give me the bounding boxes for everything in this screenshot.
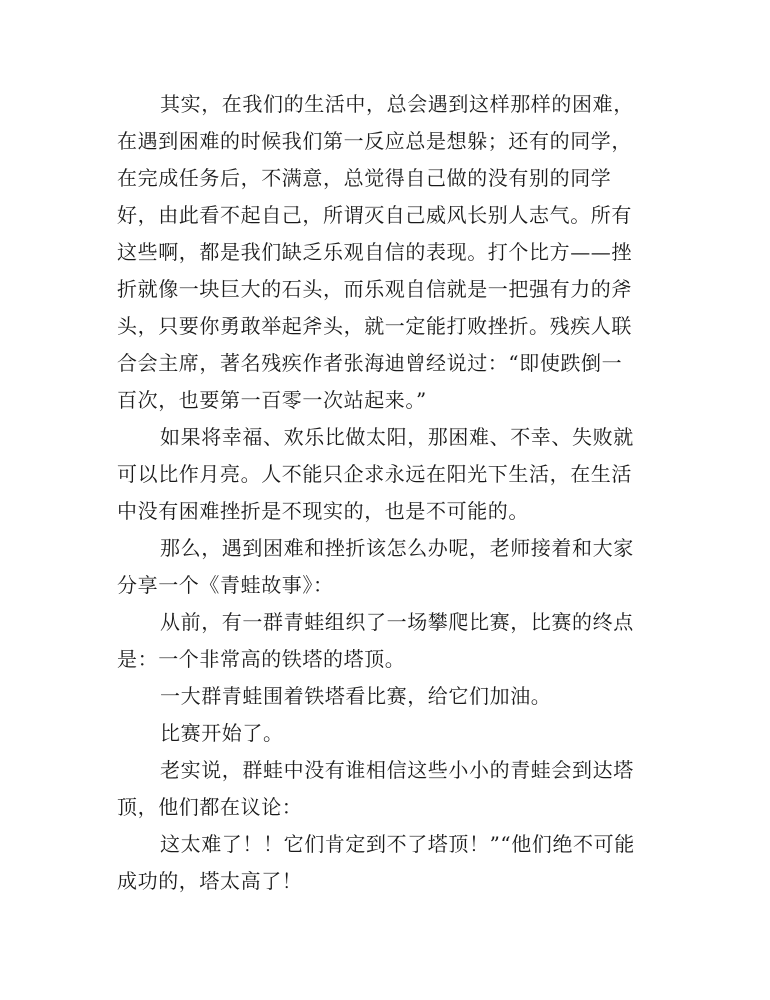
text-line: 可以比作月亮。人不能只企求永远在阳光下生活，在生活	[117, 462, 632, 486]
text-line: 百次，也要第一百零一次站起来。”	[117, 388, 427, 412]
text-line: 其实，在我们的生活中，总会遇到这样那样的困难，	[160, 92, 634, 116]
text-line: 成功的，塔太高了！	[117, 869, 303, 893]
text-line: 顶，他们都在议论：	[117, 795, 303, 819]
document-body	[117, 86, 657, 900]
text-line: 好，由此看不起自己，所谓灭自己威风长别人志气。所有	[117, 203, 632, 227]
text-line: 合会主席，著名残疾作者张海迪曾经说过：“即使跌倒一	[117, 351, 623, 375]
text-line: 那么，遇到困难和挫折该怎么办呢，老师接着和大家	[160, 536, 634, 560]
text-line: 比赛开始了。	[160, 721, 284, 745]
text-line: 老实说，群蛙中没有谁相信这些小小的青蛙会到达塔	[160, 758, 634, 782]
text-line: 在完成任务后，不满意，总觉得自己做的没有别的同学	[117, 166, 612, 190]
text-line: 是：一个非常高的铁塔的塔顶。	[117, 647, 406, 671]
text-line: 一大群青蛙围着铁塔看比赛，给它们加油。	[160, 684, 552, 708]
text-line: 从前，有一群青蛙组织了一场攀爬比赛，比赛的终点	[160, 610, 634, 634]
text-line: 在遇到困难的时候我们第一反应总是想躲；还有的同学，	[117, 129, 632, 153]
text-line: 这太难了！！它们肯定到不了塔顶！”“他们绝不可能	[160, 832, 635, 856]
text-line: 如果将幸福、欢乐比做太阳，那困难、不幸、失败就	[160, 425, 634, 449]
text-line: 中没有困难挫折是不现实的，也是不可能的。	[117, 499, 529, 523]
text-line: 折就像一块巨大的石头，而乐观自信就是一把强有力的斧	[117, 277, 632, 301]
text-line: 头，只要你勇敢举起斧头，就一定能打败挫折。残疾人联	[117, 314, 632, 338]
text-line: 这些啊，都是我们缺乏乐观自信的表现。打个比方——挫	[117, 240, 632, 264]
text-line: 分享一个《青蛙故事》：	[117, 573, 334, 597]
